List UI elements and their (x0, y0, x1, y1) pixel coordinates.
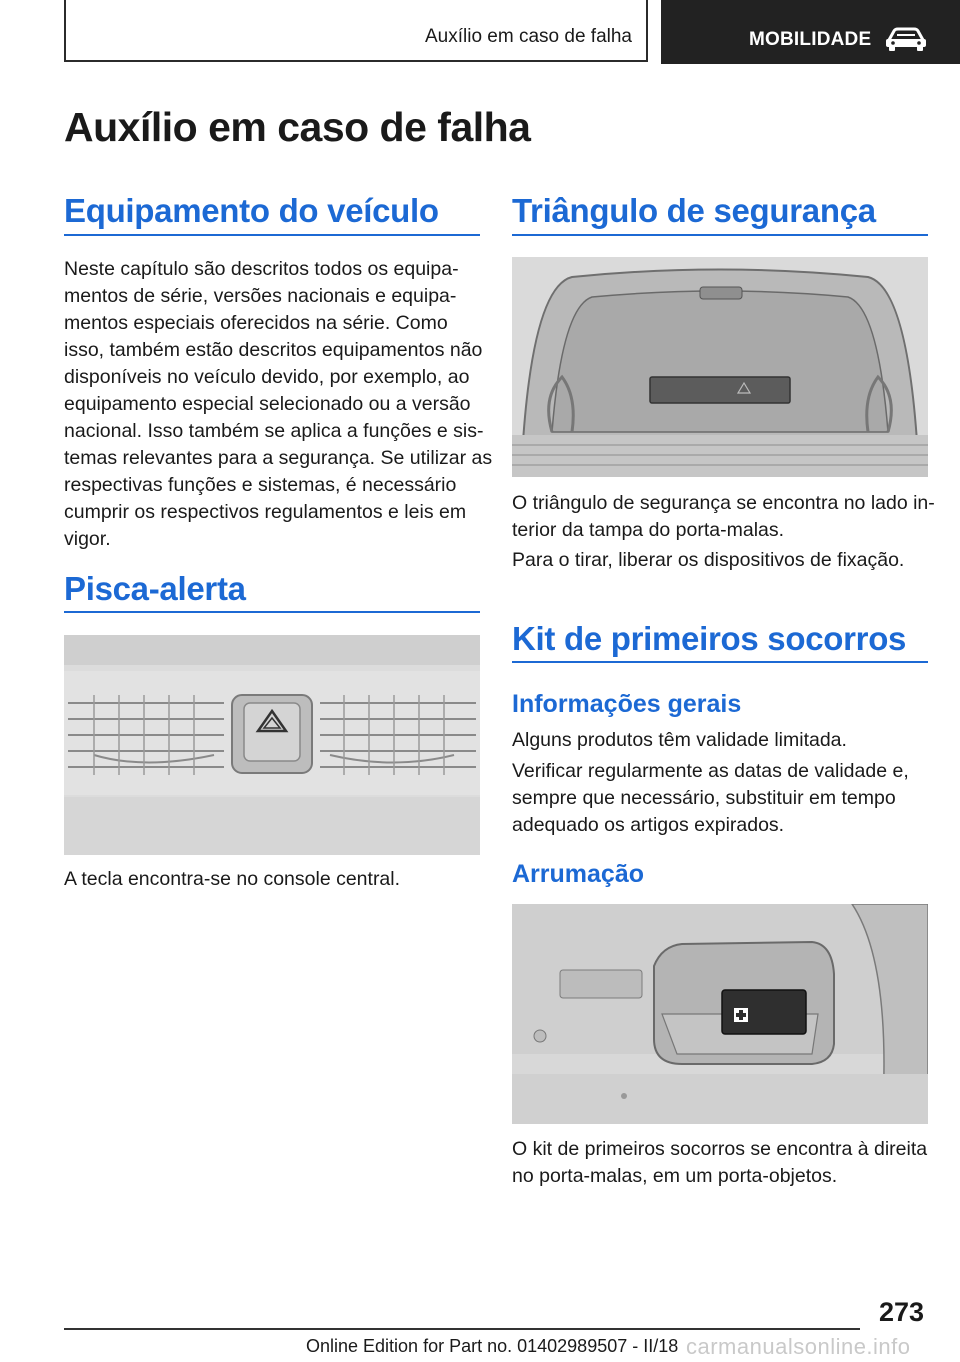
text-line: disponíveis no veículo devido, por exemplo, ao (64, 366, 470, 388)
car-icon (883, 26, 929, 52)
text-line: mentos de série, versões nacionais e equipa‐ (64, 285, 457, 307)
hazard-lights-heading: Pisca-alerta (64, 570, 246, 607)
text-line: Verificar regularmente as datas de validade e, (512, 760, 909, 782)
watermark: carmanualsonline.info (686, 1334, 911, 1359)
text-line: respectivas funções e sistemas, é necessário (64, 474, 457, 496)
header-section-frame (64, 0, 648, 62)
chapter-tab[interactable] (661, 0, 960, 64)
text-line: temas relevantes para a segurança. Se utilizar as (64, 447, 493, 469)
hazard-button-illustration (64, 635, 480, 855)
text-line: nacional. Isso também se aplica a funções e sis‐ (64, 420, 484, 442)
first-aid-kit-heading: Kit de primeiros socorros (512, 620, 907, 657)
warning-triangle-caption (512, 490, 935, 544)
vehicle-equipment-text (64, 256, 492, 553)
hazard-lights-caption: A tecla encontra-se no console central. (64, 868, 401, 890)
text-line: vigor. (64, 528, 111, 550)
warning-triangle-instruction: Para o tirar, liberar os dispositivos de fixação. (512, 549, 905, 571)
text-line: adequado os artigos expirados. (512, 814, 785, 836)
first-aid-kit-rule (512, 661, 928, 663)
general-info-heading: Informações gerais (512, 690, 742, 718)
edition-info: Online Edition for Part no. 01402989507 - II/18 (306, 1336, 679, 1356)
general-info-instructions (512, 758, 909, 839)
warning-triangle-rule (512, 234, 928, 236)
chapter-tab-label: MOBILIDADE (749, 29, 872, 50)
footer-rule (64, 1328, 860, 1330)
storage-caption (512, 1136, 927, 1190)
warning-triangle-heading: Triângulo de segurança (512, 192, 876, 229)
page-title: Auxílio em caso de falha (64, 104, 531, 150)
text-line: O kit de primeiros socorros se encontra à direita (512, 1138, 928, 1160)
text-line: isso, também estão descritos equipamentos não (64, 339, 483, 361)
vehicle-equipment-rule (64, 234, 480, 236)
header-section-title: Auxílio em caso de falha (424, 26, 632, 47)
storage-heading: Arrumação (512, 860, 644, 888)
text-line: O triângulo de segurança se encontra no lado in‐ (512, 492, 935, 514)
text-line: no porta-malas, em um porta-objetos. (512, 1165, 838, 1187)
text-line: sempre que necessário, substituir em tempo (512, 787, 896, 809)
general-info-text: Alguns produtos têm validade limitada. (512, 729, 847, 751)
text-line: Neste capítulo são descritos todos os equipa‐ (64, 258, 459, 280)
first-aid-kit-storage-illustration (512, 904, 928, 1124)
text-line: cumprir os respectivos regulamentos e leis em (64, 501, 467, 523)
text-line: equipamento especial selecionado ou a versão (64, 393, 471, 415)
text-line: terior da tampa do porta-malas. (512, 519, 785, 541)
hazard-lights-rule (64, 611, 480, 613)
vehicle-equipment-heading: Equipamento do veículo (64, 192, 439, 229)
trunk-lid-illustration (512, 257, 928, 477)
page-number: 273 (878, 1297, 924, 1327)
text-line: mentos especiais oferecidos na série. Como (64, 312, 448, 334)
